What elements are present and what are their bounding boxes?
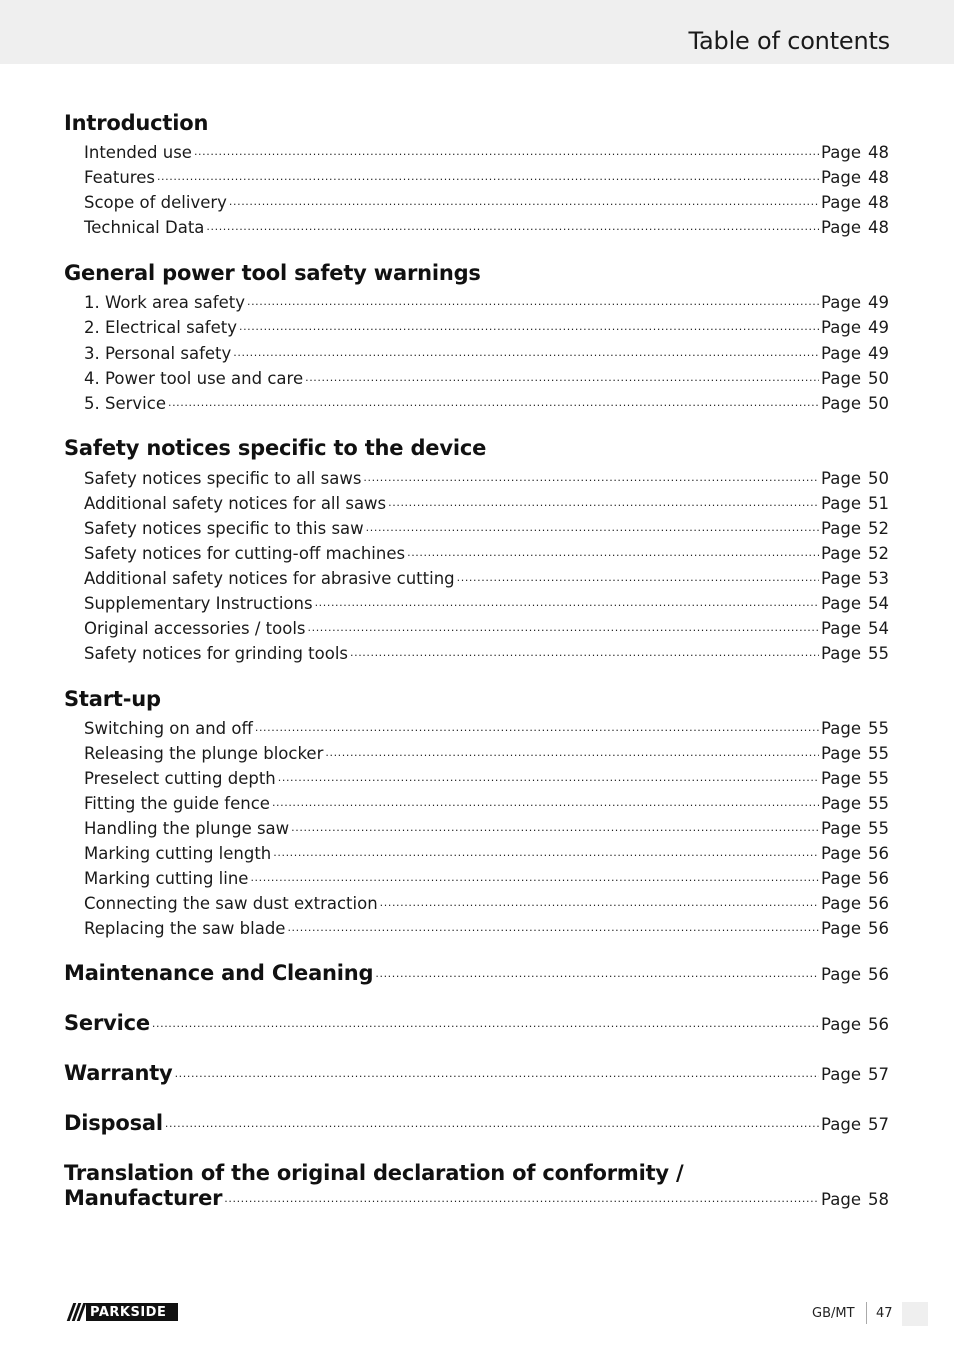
- logo-brand-text: PARKSIDE: [90, 1304, 167, 1320]
- entry-label: Safety notices specific to all saws: [84, 469, 362, 488]
- toc-entry[interactable]: [84, 491, 889, 513]
- entry-page-word: Page: [821, 494, 861, 513]
- toc-entry[interactable]: [84, 165, 889, 187]
- entry-page-number: 52: [868, 519, 889, 538]
- toc-entry[interactable]: [84, 140, 889, 162]
- toc-entry[interactable]: [84, 215, 889, 237]
- entry-page-number: 49: [868, 344, 889, 363]
- toc-entry[interactable]: [84, 341, 889, 363]
- dot-leader: [194, 140, 819, 158]
- page-number: 47: [876, 1306, 893, 1321]
- entry-label: Supplementary Instructions: [84, 594, 313, 613]
- dot-leader: [239, 315, 819, 333]
- entry-page-word: Page: [821, 719, 861, 738]
- toc-entry[interactable]: [84, 916, 889, 938]
- entry-page-word: Page: [821, 1115, 861, 1134]
- entry-page-number: 53: [868, 569, 889, 588]
- entry-page-word: Page: [821, 1065, 861, 1084]
- dot-leader: [250, 866, 819, 884]
- entry-page-number: 50: [868, 394, 889, 413]
- toc-main-entry-service[interactable]: [64, 1011, 889, 1035]
- entry-label: 5. Service: [84, 394, 166, 413]
- dot-leader: [305, 366, 819, 384]
- entry-page-number: 56: [868, 1015, 889, 1034]
- entry-page-word: Page: [821, 143, 861, 162]
- entry-page-word: Page: [821, 544, 861, 563]
- entry-page-number: 56: [868, 869, 889, 888]
- entry-label: Intended use: [84, 143, 192, 162]
- entry-page-number: 51: [868, 494, 889, 513]
- entry-label: Fitting the guide fence: [84, 794, 270, 813]
- entry-page-word: Page: [821, 1015, 861, 1034]
- entry-page-number: 55: [868, 794, 889, 813]
- dot-leader: [255, 716, 819, 734]
- entry-page-number: 52: [868, 544, 889, 563]
- entry-page-number: 56: [868, 844, 889, 863]
- dot-leader: [350, 641, 819, 659]
- entry-page-word: Page: [821, 844, 861, 863]
- dot-leader: [273, 841, 819, 859]
- entry-page-word: Page: [821, 644, 861, 663]
- entry-label: Switching on and off: [84, 719, 253, 738]
- entry-page-number: 50: [868, 369, 889, 388]
- page-title: Table of contents: [688, 27, 890, 55]
- entry-page-number: 56: [868, 965, 889, 984]
- entry-label: Safety notices for cutting-off machines: [84, 544, 406, 563]
- toc-entry[interactable]: [84, 816, 889, 838]
- entry-page-word: Page: [821, 894, 861, 913]
- entry-page-word: Page: [821, 569, 861, 588]
- entry-page-word: Page: [821, 594, 861, 613]
- main-entry-label: Disposal: [64, 1111, 163, 1135]
- entry-page-number: 56: [868, 894, 889, 913]
- section-title-general-safety: General power tool safety warnings: [64, 261, 481, 285]
- dot-leader: [315, 591, 819, 609]
- entry-page-word: Page: [821, 218, 861, 237]
- entry-page-number: 54: [868, 594, 889, 613]
- toc-entry[interactable]: [84, 516, 889, 538]
- entry-page-number: 50: [868, 469, 889, 488]
- dot-leader: [157, 165, 819, 183]
- entry-label: Preselect cutting depth: [84, 769, 276, 788]
- dot-leader: [168, 391, 819, 409]
- parkside-logo: [66, 1303, 178, 1321]
- toc-entry[interactable]: [84, 366, 889, 388]
- entry-label: Features: [84, 168, 155, 187]
- dot-leader: [233, 341, 819, 359]
- language-code: GB/MT: [812, 1306, 855, 1321]
- entry-page-word: Page: [821, 1190, 861, 1209]
- footer-divider: [866, 1302, 867, 1324]
- entry-page-word: Page: [821, 519, 861, 538]
- toc-entry[interactable]: [84, 866, 889, 888]
- dot-leader: [229, 190, 819, 208]
- dot-leader: [388, 491, 819, 509]
- entry-page-number: 55: [868, 744, 889, 763]
- toc-entry[interactable]: [84, 315, 889, 337]
- toc-entry[interactable]: [84, 716, 889, 738]
- entry-page-word: Page: [821, 318, 861, 337]
- main-entry-label: Manufacturer: [64, 1186, 223, 1210]
- toc-entry[interactable]: [84, 591, 889, 613]
- dot-leader: [272, 791, 819, 809]
- entry-page-number: 49: [868, 318, 889, 337]
- entry-label: Safety notices for grinding tools: [84, 644, 348, 663]
- entry-page-word: Page: [821, 344, 861, 363]
- toc-entry[interactable]: [84, 641, 889, 663]
- entry-page-number: 55: [868, 819, 889, 838]
- toc-main-entry-disposal[interactable]: [64, 1111, 889, 1135]
- dot-leader: [407, 541, 819, 559]
- toc-entry[interactable]: [84, 841, 889, 863]
- toc-entry[interactable]: [84, 766, 889, 788]
- entry-label: Releasing the plunge blocker: [84, 744, 324, 763]
- entry-page-word: Page: [821, 769, 861, 788]
- dot-leader: [224, 1187, 819, 1205]
- dot-leader: [247, 290, 819, 308]
- dot-leader: [152, 1012, 819, 1030]
- dot-leader: [278, 766, 819, 784]
- entry-page-number: 55: [868, 769, 889, 788]
- entry-label: 4. Power tool use and care: [84, 369, 304, 388]
- entry-label: 3. Personal safety: [84, 344, 232, 363]
- entry-label: Original accessories / tools: [84, 619, 306, 638]
- entry-page-word: Page: [821, 619, 861, 638]
- toc-entry[interactable]: [84, 290, 889, 312]
- entry-page-number: 55: [868, 719, 889, 738]
- entry-page-word: Page: [821, 919, 861, 938]
- dot-leader: [291, 816, 819, 834]
- dot-leader: [366, 516, 819, 534]
- entry-page-word: Page: [821, 469, 861, 488]
- toc-entry[interactable]: [84, 616, 889, 638]
- dot-leader: [375, 962, 819, 980]
- entry-page-number: 48: [868, 218, 889, 237]
- declaration-title-line1: Translation of the original declaration of conformity /: [64, 1161, 684, 1185]
- entry-label: 2. Electrical safety: [84, 318, 237, 337]
- toc-entry[interactable]: [84, 541, 889, 563]
- dot-leader: [363, 466, 819, 484]
- entry-page-word: Page: [821, 794, 861, 813]
- entry-label: Marking cutting line: [84, 869, 249, 888]
- entry-label: Marking cutting length: [84, 844, 272, 863]
- toc-entry[interactable]: [84, 566, 889, 588]
- section-title-introduction: Introduction: [64, 111, 209, 135]
- toc-entry[interactable]: [84, 791, 889, 813]
- entry-page-word: Page: [821, 193, 861, 212]
- main-entry-label: Maintenance and Cleaning: [64, 961, 374, 985]
- entry-page-word: Page: [821, 394, 861, 413]
- entry-page-number: 54: [868, 619, 889, 638]
- dot-leader: [380, 891, 819, 909]
- entry-page-word: Page: [821, 293, 861, 312]
- entry-page-word: Page: [821, 819, 861, 838]
- entry-label: 1. Work area safety: [84, 293, 245, 312]
- entry-label: Connecting the saw dust extraction: [84, 894, 378, 913]
- entry-page-number: 57: [868, 1115, 889, 1134]
- main-entry-label: Service: [64, 1011, 150, 1035]
- entry-label: Replacing the saw blade: [84, 919, 286, 938]
- toc-entry[interactable]: [84, 391, 889, 413]
- main-entry-label: Warranty: [64, 1061, 173, 1085]
- entry-label: Safety notices specific to this saw: [84, 519, 364, 538]
- toc-entry[interactable]: [84, 741, 889, 763]
- entry-page-word: Page: [821, 744, 861, 763]
- entry-label: Additional safety notices for abrasive cutting: [84, 569, 455, 588]
- dot-leader: [287, 916, 819, 934]
- entry-page-word: Page: [821, 369, 861, 388]
- entry-page-number: 48: [868, 143, 889, 162]
- entry-label: Handling the plunge saw: [84, 819, 290, 838]
- entry-page-number: 48: [868, 168, 889, 187]
- entry-label: Scope of delivery: [84, 193, 227, 212]
- dot-leader: [457, 566, 819, 584]
- logo-stripes-icon: [66, 1303, 86, 1321]
- entry-label: Technical Data: [84, 218, 205, 237]
- dot-leader: [308, 616, 820, 634]
- entry-page-number: 49: [868, 293, 889, 312]
- toc-entry[interactable]: [84, 891, 889, 913]
- toc-main-entry-declaration[interactable]: [64, 1186, 889, 1210]
- entry-page-word: Page: [821, 168, 861, 187]
- footer-marker-box: [902, 1302, 928, 1326]
- entry-page-number: 57: [868, 1065, 889, 1084]
- entry-page-number: 58: [868, 1190, 889, 1209]
- dot-leader: [206, 215, 819, 233]
- toc-entry[interactable]: [84, 466, 889, 488]
- entry-page-number: 48: [868, 193, 889, 212]
- section-title-start-up: Start-up: [64, 687, 161, 711]
- toc-main-entry-maintenance[interactable]: [64, 961, 889, 985]
- toc-main-entry-warranty[interactable]: [64, 1061, 889, 1085]
- dot-leader: [325, 741, 819, 759]
- entry-page-word: Page: [821, 869, 861, 888]
- entry-page-word: Page: [821, 965, 861, 984]
- section-title-device-safety: Safety notices specific to the device: [64, 436, 487, 460]
- dot-leader: [175, 1062, 819, 1080]
- entry-page-number: 56: [868, 919, 889, 938]
- entry-page-number: 55: [868, 644, 889, 663]
- toc-entry[interactable]: [84, 190, 889, 212]
- dot-leader: [165, 1112, 819, 1130]
- entry-label: Additional safety notices for all saws: [84, 494, 387, 513]
